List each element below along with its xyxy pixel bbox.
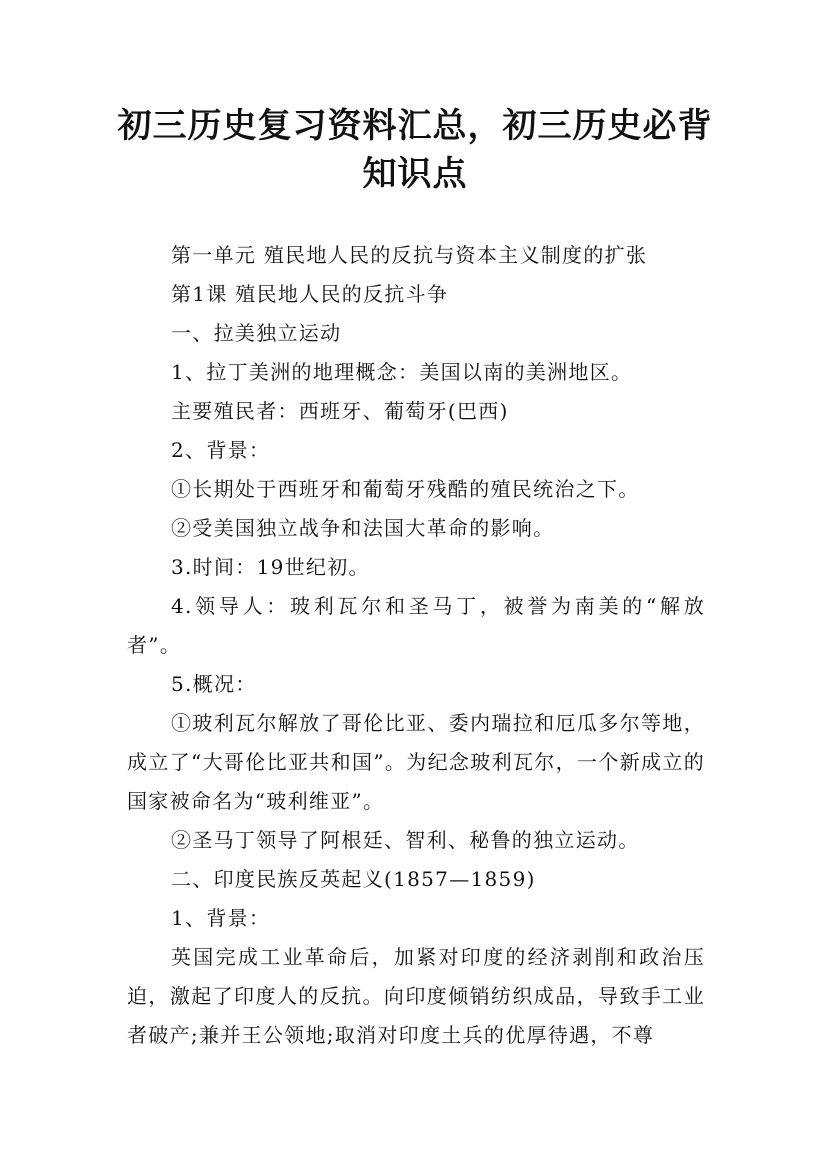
paragraph: 2、背景： xyxy=(171,438,271,462)
paragraph: 主要殖民者：西班牙、葡萄牙(巴西) xyxy=(171,399,509,423)
document-title: 初三历史复习资料汇总，初三历史必背知识点 xyxy=(117,106,713,194)
paragraph: 1、拉丁美洲的地理概念：美国以南的美洲地区。 xyxy=(171,360,633,384)
section-heading: 二、印度民族反英起义(1857—1859) xyxy=(171,867,536,891)
section-heading: 一、拉美独立运动 xyxy=(171,321,342,345)
lesson-heading: 第1课 殖民地人民的反抗斗争 xyxy=(171,282,449,306)
paragraph: 5.概况： xyxy=(171,672,257,696)
paragraph: 4.领导人：玻利瓦尔和圣马丁，被誉为南美的“解放者”。 xyxy=(127,594,705,657)
paragraph: 1、背景： xyxy=(171,906,271,930)
paragraph: 3.时间：19世纪初。 xyxy=(171,555,370,579)
paragraph: 英国完成工业革命后，加紧对印度的经济剥削和政治压迫，激起了印度人的反抗。向印度倾销纺织成品，导致手工业者破产;兼并王公领地;取消对印度土兵的优厚待遇，不尊 xyxy=(127,945,705,1047)
paragraph: ①长期处于西班牙和葡萄牙残酷的殖民统治之下。 xyxy=(171,477,640,501)
document-body xyxy=(127,236,705,1055)
paragraph: ①玻利瓦尔解放了哥伦比亚、委内瑞拉和厄瓜多尔等地，成立了“大哥伦比亚共和国”。为纪念玻利瓦尔，一个新成立的国家被命名为“玻利维亚”。 xyxy=(127,711,705,813)
paragraph: ②受美国独立战争和法国大革命的影响。 xyxy=(171,516,555,540)
paragraph: ②圣马丁领导了阿根廷、智利、秘鲁的独立运动。 xyxy=(171,828,640,852)
unit-heading: 第一单元 殖民地人民的反抗与资本主义制度的扩张 xyxy=(171,243,648,267)
